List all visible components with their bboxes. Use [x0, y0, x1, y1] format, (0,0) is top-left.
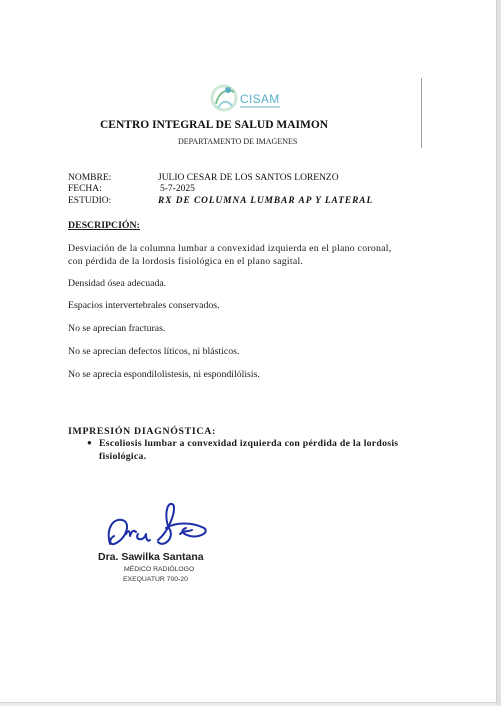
name-label: NOMBRE: — [68, 173, 112, 183]
description-paragraph: Espacios intervertebrales conservados. — [68, 300, 220, 311]
description-heading: DESCRIPCIÓN: — [68, 220, 140, 231]
header-divider — [421, 78, 422, 148]
department-name: DEPARTAMENTO DE IMAGENES — [178, 137, 298, 146]
description-paragraph: Desviación de la columna lumbar a convexidad izquierda en el plano coronal, con pérdida de la lordosis fisiológica en el plano sagital. — [68, 243, 392, 267]
description-paragraph: No se aprecian defectos líticos, ni blásticos. — [68, 346, 240, 357]
doctor-exequatur: EXEQUATUR 700-20 — [123, 576, 188, 583]
center-name: CENTRO INTEGRAL DE SALUD MAIMON — [100, 119, 329, 131]
name-value: JULIO CESAR DE LOS SANTOS LORENZO — [158, 173, 339, 183]
description-paragraph: No se aprecia espondilolistesis, ni espondilólisis. — [68, 369, 260, 380]
handwritten-signature — [100, 500, 212, 552]
study-value: RX DE COLUMNA LUMBAR AP Y LATERAL — [158, 196, 374, 206]
cisam-logo — [206, 82, 284, 112]
logo-text: CISAM — [240, 92, 280, 106]
date-label: FECHA: — [68, 184, 102, 194]
description-paragraph: No se aprecian fracturas. — [68, 323, 166, 334]
doctor-title: MÉDICO RADIÓLOGO — [124, 566, 195, 573]
description-paragraph: Densidad ósea adecuada. — [68, 278, 167, 289]
date-value: 5-7-2025 — [160, 184, 195, 194]
logo-tagline-line — [240, 106, 280, 108]
logo-emblem-icon — [206, 82, 240, 112]
bullet-icon: ● — [87, 438, 92, 447]
impression-heading: IMPRESIÓN DIAGNÓSTICA: — [68, 426, 216, 437]
study-label: ESTUDIO: — [68, 196, 112, 206]
impression-item: Escoliosis lumbar a convexidad izquierda con pérdida de la lordosis fisiológica. — [99, 438, 399, 462]
viewer-edge — [497, 0, 501, 706]
doctor-name: Dra. Sawilka Santana — [98, 551, 204, 563]
